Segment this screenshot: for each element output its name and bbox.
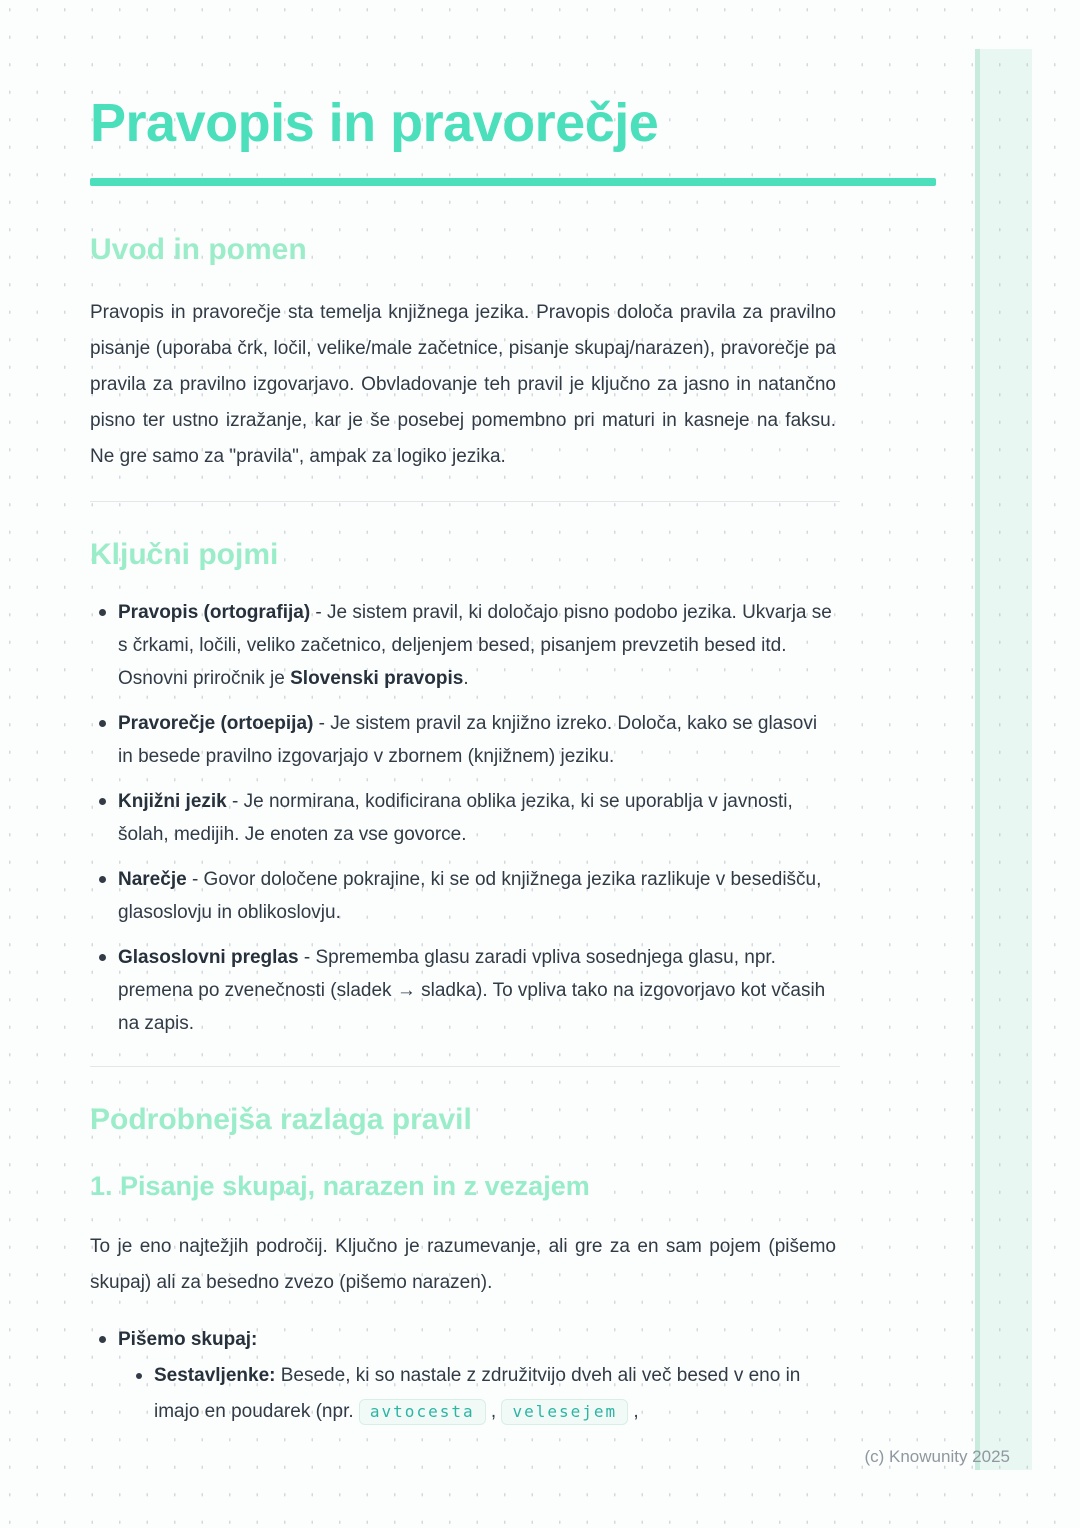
section-heading-podrobnejsa: Podrobnejša razlaga pravil xyxy=(90,1103,472,1136)
section-heading-kljucni-pojmi: Ključni pojmi xyxy=(90,538,279,571)
term-definition: - Je normirana, kodificirana oblika jezika, ki se uporablja v javnosti, šolah, medijih. Je enoten za vse govorce. xyxy=(118,791,793,845)
intro-paragraph: Pravopis in pravorečje sta temelja knjižnega jezika. Pravopis določa pravila za pravilno pisanje (uporaba črk, ločil, velike/male začetnice, pisanje skupaj/narazen), pravorečje pa pravila za pravilno izgovarjavo. Obvladovanje teh pravil je ključno za jasno in natančno pisno ter ustno izražanje, kar je še posebej pomembno pri maturi in kasneje na faksu. Ne gre samo za "pravila", ampak za logiko jezika. xyxy=(90,302,836,467)
pisanje-paragraph: To je eno najtežjih področij. Ključno je razumevanje, ali gre za en sam pojem (pišemo skupaj) ali za besedno zvezo (pišemo narazen). xyxy=(90,1236,836,1293)
term-label: Knjižni jezik xyxy=(118,791,227,812)
section-divider xyxy=(90,1066,840,1067)
term-bold-tail: Slovenski pravopis xyxy=(290,668,464,689)
chip-separator: , xyxy=(485,1401,502,1422)
document-content xyxy=(90,0,836,1442)
list-item-knjizni-jezik xyxy=(90,785,836,851)
code-chip-avtocesta: avtocesta xyxy=(359,1399,486,1425)
term-label: Pravorečje (ortoepija) xyxy=(118,713,314,734)
term-label: Pišemo skupaj: xyxy=(118,1329,258,1350)
term-definition: Besede, ki so nastale z združitvijo dveh ali več besed v eno in imajo en poudarek (npr. xyxy=(154,1365,801,1422)
chip-separator: , xyxy=(628,1401,639,1422)
title-underline xyxy=(90,178,936,186)
term-label: Sestavljenke: xyxy=(154,1365,276,1386)
list-item-narecje xyxy=(90,863,836,929)
term-label: Narečje xyxy=(118,869,187,890)
term-definition: - Sprememba glasu zaradi vpliva sosednjega glasu, npr. premena po zvenečnosti (sladek → sladka). To vpliva tako na izgovorjavo kot včasih na zapis. xyxy=(118,947,826,1034)
list-item-glasoslovni-preglas xyxy=(90,941,836,1040)
page-title: Pravopis in pravorečje xyxy=(90,93,659,153)
list-item-pravorecje xyxy=(90,707,836,773)
list-item-pravopis xyxy=(90,596,836,695)
term-definition: - Je sistem pravil za knjižno izreko. Določa, kako se glasovi in besede pravilno izgovarjajo v zbornem (knjižnem) jeziku. xyxy=(118,713,818,767)
term-definition: - Govor določene pokrajine, ki se od knjižnega jezika razlikuje v besedišču, glasoslovju in oblikoslovju. xyxy=(118,869,822,923)
section-heading-uvod: Uvod in pomen xyxy=(90,233,307,266)
decorative-right-stripe xyxy=(975,49,1032,1470)
term-tail: . xyxy=(463,668,469,689)
list-item-sestavljenke xyxy=(132,1358,836,1430)
term-definition: - Je sistem pravil, ki določajo pisno podobo jezika. Ukvarja se s črkami, ločili, veliko začetnico, deljenjem besed, pisanjem prevzetih besed itd. Osnovni priročnik je xyxy=(118,602,832,689)
subsection-heading-pisanje: 1. Pisanje skupaj, narazen in z vezajem xyxy=(90,1171,590,1201)
code-chip-velesejem: velesejem xyxy=(501,1399,628,1425)
pisanje-list xyxy=(90,1323,836,1430)
list-item-pisemo-skupaj xyxy=(90,1323,836,1430)
term-label: Glasoslovni preglas xyxy=(118,947,299,968)
copyright-notice: (c) Knowunity 2025 xyxy=(864,1447,1010,1466)
term-label: Pravopis (ortografija) xyxy=(118,602,311,623)
key-concepts-list xyxy=(90,596,836,1040)
pisemo-skupaj-sublist xyxy=(132,1358,836,1430)
section-divider xyxy=(90,501,840,502)
